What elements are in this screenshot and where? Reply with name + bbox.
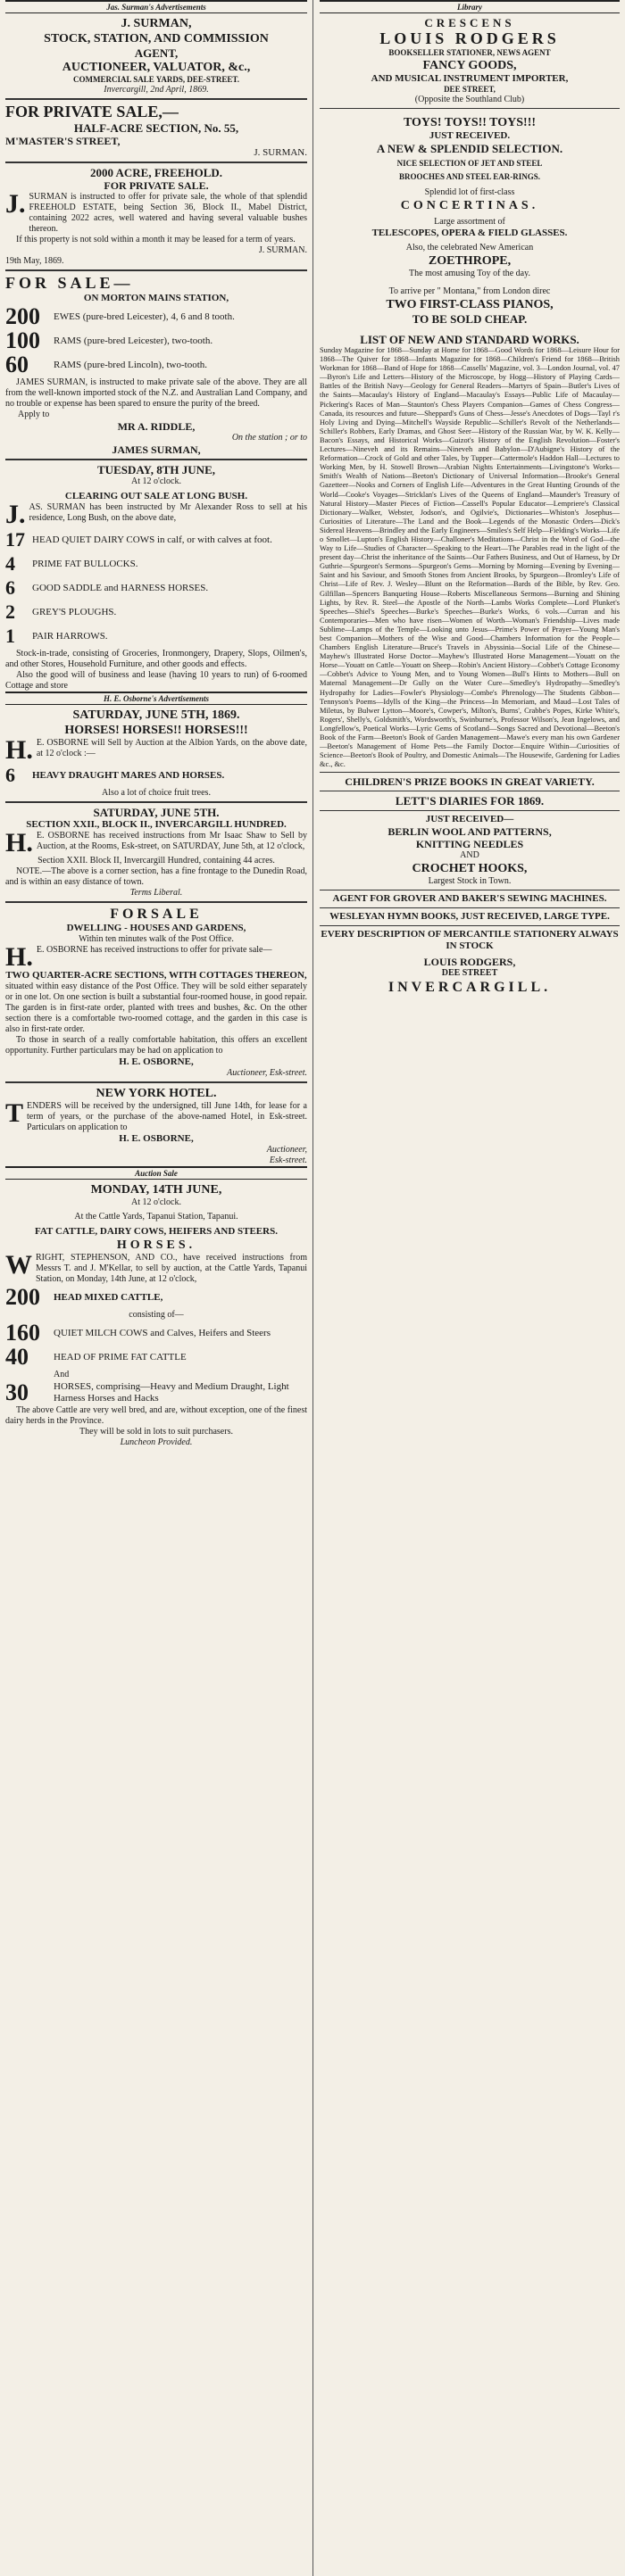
divider	[320, 772, 620, 773]
morton-station: On the station ; or to	[231, 433, 307, 443]
toys-heading: TOYS! TOYS!! TOYS!!!	[403, 116, 537, 129]
forsale-text: situated within easy distance of the Post Office. They will be sold either separately or in one lot. On one section is built a substantial four-roomed house, in good repair. The garden is in first-rate order, planted with trees and bushes, &c. On the other section there is a comfortable two-roomed cottage, and the garden in this case is also in first-rate order.	[5, 982, 307, 1034]
hotel-sign: H. E. OSBORNE,	[119, 1133, 194, 1144]
concertinas-line: CONCERTINAS.	[400, 199, 539, 212]
tuesday-item	[5, 552, 307, 576]
divider	[5, 162, 307, 163]
tuesday-item	[5, 625, 307, 648]
tuesday-item-text: GREY'S PLOUGHS.	[32, 606, 117, 617]
surman-line3: AUCTIONEER, VALUATOR, &c.,	[62, 61, 251, 74]
divider	[5, 1081, 307, 1083]
saturday-body: E. OSBORNE will Sell by Auction at the Albion Yards, on the above date, at 12 o'clock :—	[36, 738, 307, 758]
freehold-title: 2000 ACRE, FREEHOLD.	[89, 166, 223, 179]
hotel-body: ENDERS will be received by the undersigned, till June 14th, for lease for a term of years, or the purchase of the above-named Hotel, in Esk-street. Particulars on application to	[27, 1101, 307, 1132]
monday-item-count: 40	[5, 1344, 29, 1370]
amusing-line: The most amusing Toy of the day.	[409, 269, 530, 278]
monday-fat: FAT CATTLE, DAIRY COWS, HEIFERS AND STEERS.	[35, 1226, 278, 1237]
hotel-title: NEW YORK HOTEL.	[96, 1087, 217, 1100]
freehold-body: SURMAN is instructed to offer for private sale, the whole of that splendid FREEHOLD ESTATE, being Section 36, Block II., Mabel District, containing 2022 acres, well watered and having several valuable bushes thereon.	[29, 192, 307, 234]
morton-sign: JAMES SURMAN,	[112, 443, 201, 456]
section-line1: SECTION XXII., BLOCK II., INVERCARGILL HUNDRED.	[26, 819, 287, 830]
divider	[320, 925, 620, 926]
saturday-item-text: HEAVY DRAUGHT MARES AND HORSES.	[32, 769, 225, 781]
freehold-initial: J.	[5, 189, 26, 219]
tuesday-item-text: GOOD SADDLE and HARNESS HORSES.	[32, 582, 209, 593]
divider	[320, 108, 620, 109]
monday-item-count: 30	[5, 1379, 29, 1405]
tuesday-item-count: 4	[5, 552, 15, 575]
library-section-header: Library	[320, 0, 620, 13]
pianos-line: TWO FIRST-CLASS PIANOS,	[386, 298, 554, 311]
section-initial: H.	[5, 828, 33, 857]
right-column	[320, 0, 620, 2576]
saturday-also: Also a lot of choice fruit trees.	[102, 788, 211, 798]
rodgers-name: LOUIS RODGERS	[379, 29, 560, 47]
morton-item-text: RAMS (pure-bred Lincoln), two-tooth.	[54, 359, 207, 370]
knitting-heading: KNITTING NEEDLES	[415, 838, 524, 851]
tuesday-item-text: HEAD QUIET DAIRY COWS in calf, or with calves at foot.	[32, 534, 272, 545]
rodgers-dee: DEE STREET,	[444, 85, 496, 94]
selection-heading: A NEW & SPLENDID SELECTION.	[376, 142, 563, 155]
monday-note: The above Cattle are very well bred, and are, without exception, one of the finest dairy herds in the Province.	[5, 1405, 307, 1426]
tuesday-time: At 12 o'clock.	[131, 476, 181, 486]
section-body: E. OSBORNE has received instructions from Mr Isaac Shaw to Sell by Auction, at the Rooms, Esk-street, on SATURDAY, June 5th, at 12 o'clock,	[36, 831, 307, 851]
and-line: AND	[460, 850, 479, 861]
monday-head-row	[5, 1286, 307, 1309]
morton-item	[5, 329, 307, 352]
forsale-sign2: Auctioneer, Esk-street.	[227, 1068, 307, 1078]
hotel-initial: T	[5, 1098, 24, 1128]
divider	[320, 810, 620, 811]
surman-name: J. SURMAN,	[121, 17, 192, 30]
morton-item-count: 200	[5, 303, 40, 329]
monday-and: And	[54, 1370, 70, 1379]
section-terms: Terms Liberal.	[129, 888, 183, 898]
forsale-initial: H.	[5, 942, 33, 972]
freehold-date: 19th May, 1869.	[5, 256, 64, 266]
freehold-sub: FOR PRIVATE SALE.	[104, 179, 209, 192]
morton-body: JAMES SURMAN, is instructed to make private sale of the above. They are all from the well-known imported stock of the N.Z. and Australian Land Company, and no trouble or expense has been spared to ensure the purity of the breed.	[5, 377, 307, 409]
brooches-line: BROOCHES AND STEEL EAR-RINGS.	[398, 172, 541, 181]
arrive-line: To arrive per " Montana," from London direc	[388, 286, 551, 296]
monday-horses: HORSES.	[116, 1238, 196, 1252]
tuesday-ad	[5, 463, 307, 692]
divider	[5, 98, 307, 100]
tuesday-item-count: 6	[5, 576, 15, 599]
morton-item	[5, 353, 307, 377]
forsale-sub2: Within ten minutes walk of the Post Office.	[79, 934, 234, 944]
tuesday-item-count: 1	[5, 625, 15, 647]
tuesday-item	[5, 528, 307, 551]
monday-item-count: 160	[5, 1320, 40, 1346]
saturday-horses: HORSES! HORSES!! HORSES!!!	[64, 724, 248, 737]
also-line: Also, the celebrated New American	[405, 243, 534, 253]
auction-section-header: Auction Sale	[5, 1166, 307, 1180]
surman-line4: COMMERCIAL SALE YARDS, DEE-STREET.	[73, 75, 239, 84]
monday-consisting: consisting of—	[129, 1310, 184, 1320]
freehold-note: If this property is not sold within a month it may be leased for a term of years.	[16, 235, 296, 244]
section-note: NOTE.—The above is a corner section, has a fine frontage to the Dunedin Road, and is within an easy distance of town.	[5, 866, 307, 887]
book-list: Sunday Magazine for 1868—Sunday at Home for 1868—Good Words for 1868—Leisure Hour for 1868—The Quiver for 1868—Infants Magazine for 1868—Children's Friend for 1868—British Workman for 1868—Band of Hope for 1868—Cassells' Magazine, vol. 3—London Journal, vol. 47—Byron's Life and Letters—History of the Microscope, by Hogg—History of Playing Cards—Battles of the British Navy—Geology for General Readers—Martyrs of Spain—Butler's Lives of the Saints—Macaulay's History of England—Macaulay's Essays—Public Life of Macaulay—Pickering's Races of Man—Staunton's Chess Players Companion—Games of Chess Congress—Canada, its resources and future—Sheppard's Guns of Chess—Jesse's Anecdotes of Dogs—Tayl r's Holy Living and Dying—Mitchell's Wayside Republic—Schiller's Revolt of the Netherlands—Schiller's Robbers, Early Dramas, and Ghost Seer—History of the Russian War, by W. K. Kelly—Bacon's Essays, and Historical Works—Guizot's History of the English Revolution—Foster's Lectures—Nineveh and its Remains—Nineveh and Babylon—D'Aubigne's History of the Reformation—Crock of Gold and other Tales, by Tupper—Cattermole's Haddon Hall—Lectures to Working Men, by H. Stowell Brown—Arabian Nights Entertainments—Livingstone's Works—Smith's Wealth of Nations—Beeton's Dictionary of Universal Information—Brooke's General Gazetteer—Nooks and Corners of English Life—Adventures in the Great Hunting Grounds of the World—Cooke's Voyages—Stricklan's Lives of the Queens of England—Maunder's Treasury of Natural History—Master Pieces of Fiction—Cassell's Popular Educator—Lempriere's Classical Dictionary—Walker, Webster, Jodson's, and Ogilvie's, Dictionaries—Whiston's Josephus—Curiosities of Literature—The Land and the Book—Legends of the Monastic Orders—Dick's Sidereal Heavens—Brindley and the Early Engineers—Smiles's Self Help—Fielding's Works—Life o Smollet—Lupton's English History—Challoner's Meditations—Christ in the Word of God—the Way to Life—Studies of Character—Speaking to the Heart—The Parables read in the light of the present day—Christ the inheritance of the Saints—Our Fathers Business, and Out of Harness, by Dr Guthrie—Spurgeon's Sermons—Spurgeon's Gems—Morning by Morning—Evening by Evening—Saint and his Saviour, and Smooth Stones from Ancient Brooks, by Spurgeon—Bromley's Life of Christ—Life of Rev. J. Wesley—Blunt on the Reformation—Bards of the Bible, by Rev. Geo. Gilfillan—Spencers Banqueting House—Roberts Miscellaneous Sermons—Burning and Shining Lights, by Rev. R. Steel—the Apostle of the North—Lambs Works Complete—Lord Plunket's Speeches—Shiel's Speeches—Burke's Speeches—Burke's Works, 6 vols.—Curran and his Contemporaries—Men who have risen—Women of Worth—Woman's Friendship—Lives made Sublime—Lamps of the Temple—Looking unto Jesus—Prime's Power of Prayer—Young Man's best Companion—Mothers of the Wise and Good—Chambers Information for the People—Chambers English Literature—Bruce's Travels in Abyssinia—Social Life of the Chinese—Mayhew's Illustrated Horse Doctor—Mayhew's Illustrated Horse Management—Youatt on the Horse—Youatt on Cattle—Youatt on Sheep—Robin's Ancient History—Cobbet's Cottage Economy—Cobbet's Advice to Young Men, and to Young Women—Bull's Hints to Mothers—Bull on Maternal Management—Dr Gully on the Water Cure—Smedley's Hydropathy—Smedley's Hydropathy for Ladies—Fowler's Physiology—Combe's Phrenology—The Students Gibbon—Tennyson's Poems—Idylls of the King—the Princess—In Memoriam, and Maud—Lost Tales of Miletus, by Bulwer Lytton—Moore's, Cowper's, Milton's, Burns', Crabbe's Popes, Kirke White's, Rogers', Shelly's, Goldsmith's, Wordsworth's, Swinburne's, Professor Wilson's, Jean Ingelows, and Longfellow's, Poetical Works—Lyric Gems of Scotland—Songs Sacred and Devotional—Beeton's Book of the Farm—Beeton's Book of Garden Management—Mawe's every man his own Gardener—Beeton's Management of Home Pets—the Family Doctor—Enquire Within—Curiosities of Science—Beeton's Book of Poultry, and Domestic Animals—The Housewife, Gardening for Ladies &c., &c.	[320, 346, 620, 769]
large-line: Large assortment of	[434, 217, 505, 227]
tuesday-item-text: PAIR HARROWS.	[32, 630, 108, 642]
surman-date: Invercargill, 2nd April, 1869.	[104, 85, 209, 95]
private-sale-sign: J. SURMAN.	[254, 147, 307, 158]
rodgers-ad	[320, 16, 620, 996]
forsale-title: FORSALE	[110, 907, 203, 922]
tuesday-item	[5, 576, 307, 600]
monday-body: RIGHT, STEPHENSON, AND CO., have received instructions from Messrs T. and J. M'Kellar, to sell by auction, at the Cattle Yards, Tapanui Station, on Monday, 14th June, at 12 o'clock,	[36, 1253, 307, 1284]
wesleyan-heading: WESLEYAN HYMN BOOKS, JUST RECEIVED, LARGE TYPE.	[329, 911, 610, 923]
monday-item-text: HEAD OF PRIME FAT CATTLE	[54, 1351, 187, 1363]
private-sale-line2: M'MASTER'S STREET,	[5, 135, 121, 147]
jet-line: NICE SELECTION OF JET AND STEEL	[396, 159, 543, 168]
surman-ad	[5, 16, 307, 95]
monday-place: At the Cattle Yards, Tapanui Station, Tapanui.	[74, 1212, 238, 1222]
monday-head-text: HEAD MIXED CATTLE,	[54, 1291, 163, 1303]
forsale-text2: To those in search of a really comfortable habitation, this offers an excellent opportunity. Further particulars may be had on application to	[5, 1035, 307, 1056]
freehold-ad	[5, 166, 307, 267]
left-column	[5, 0, 307, 2576]
rodgers-sign: LOUIS RODGERS,	[423, 956, 516, 969]
received-heading: JUST RECEIVED.	[429, 130, 511, 141]
surman-section-header: Jas. Surman's Advertisements	[5, 0, 307, 13]
morton-item-count: 60	[5, 352, 29, 377]
divider	[5, 269, 307, 271]
cheap-line: TO BE SOLD CHEAP.	[412, 312, 528, 326]
hotel-sign2: Auctioneer,	[266, 1145, 307, 1155]
tuesday-stock: Stock-in-trade, consisting of Groceries, Ironmongery, Drapery, Slops, Oilmen's, and other Stores, Household Furniture, and other goods and effects.	[5, 649, 307, 669]
private-sale-title: FOR PRIVATE SALE,—	[5, 103, 179, 120]
osborne-section-header: H. E. Osborne's Advertisements	[5, 692, 307, 705]
divider	[5, 459, 307, 460]
tuesday-item-count: 17	[5, 528, 25, 551]
list-heading: LIST OF NEW AND STANDARD WORKS.	[360, 333, 579, 346]
forsale-heading: TWO QUARTER-ACRE SECTIONS, WITH COTTAGES THEREON,	[5, 970, 307, 981]
divider	[5, 901, 307, 903]
morton-apply: Apply to	[18, 410, 50, 419]
private-sale-line1: HALF-ACRE SECTION, No. 55,	[73, 121, 239, 135]
morton-sub: ON MORTON MAINS STATION,	[83, 293, 229, 303]
monday-title: MONDAY, 14TH JUNE,	[90, 1183, 222, 1197]
saturday-initial: H.	[5, 735, 33, 765]
crescens-title: CRESCENS	[424, 16, 515, 29]
prize-heading: CHILDREN'S PRIZE BOOKS IN GREAT VARIETY.	[345, 775, 595, 789]
tuesday-item-text: PRIME FAT BULLOCKS.	[32, 558, 138, 569]
tuesday-goodwill: Also the good will of business and lease (having 10 years to run) of 6-roomed Cottage and store	[5, 670, 307, 691]
divider	[320, 907, 620, 908]
section-title: SATURDAY, JUNE 5TH.	[93, 806, 220, 819]
rodgers-sign2: DEE STREET	[441, 968, 498, 979]
morton-item-count: 100	[5, 327, 40, 353]
berlin-heading: BERLIN WOOL AND PATTERNS,	[388, 825, 552, 839]
monday-head-count: 200	[5, 1284, 40, 1310]
saturday-horses-ad	[5, 708, 307, 799]
private-sale-ad	[5, 103, 307, 159]
morton-ad	[5, 274, 307, 456]
tuesday-item-count: 2	[5, 601, 15, 623]
rodgers-music: AND MUSICAL INSTRUMENT IMPORTER,	[371, 73, 569, 84]
morton-item-text: RAMS (pure-bred Leicester), two-tooth.	[54, 335, 213, 346]
received2-heading: JUST RECEIVED—	[425, 814, 514, 825]
monday-ad	[5, 1182, 307, 1448]
morton-riddle: MR A. RIDDLE,	[117, 420, 196, 433]
monday-item	[5, 1381, 307, 1404]
morton-item-text: EWES (pure-bred Leicester), 4, 6 and 8 tooth.	[54, 311, 235, 322]
invercargill-sign: INVERCARGILL.	[388, 980, 552, 996]
section-sub: Section XXII. Block II, Invercargill Hundred, containing 44 acres.	[38, 856, 275, 866]
tuesday-initial: J.	[5, 500, 26, 529]
tuesday-title: TUESDAY, 8TH JUNE,	[97, 463, 215, 476]
saturday-title: SATURDAY, JUNE 5TH, 1869.	[72, 708, 240, 722]
zoethrope-line: ZOETHROPE,	[428, 254, 512, 268]
splendid-line: Splendid lot of first-class	[424, 187, 515, 197]
rodgers-opposite: (Opposite the Southland Club)	[414, 95, 525, 104]
forsale-sub: DWELLING - HOUSES AND GARDENS,	[66, 923, 246, 933]
tuesday-item	[5, 601, 307, 624]
monday-luncheon: Luncheon Provided.	[120, 1437, 193, 1447]
monday-time: At 12 o'clock.	[131, 1197, 181, 1207]
freehold-sign: J. SURMAN.	[258, 245, 307, 255]
morton-item	[5, 305, 307, 328]
monday-item-text: QUIET MILCH COWS and Calves, Heifers and Steers	[54, 1327, 271, 1338]
monday-item	[5, 1346, 307, 1369]
forsale-body: E. OSBORNE has received instructions to offer for private sale—	[36, 945, 272, 955]
column-divider	[312, 0, 313, 2576]
monday-note2: They will be sold in lots to suit purchasers.	[79, 1427, 233, 1437]
stock-line: Largest Stock in Town.	[428, 876, 512, 887]
letts-heading: LETT'S DIARIES FOR 1869.	[395, 794, 545, 808]
agent-heading: AGENT FOR GROVER AND BAKER'S SEWING MACHINES.	[332, 893, 607, 905]
saturday-item	[5, 764, 307, 787]
hotel-ad	[5, 1086, 307, 1166]
crochet-heading: CROCHET HOOKS,	[412, 862, 528, 876]
morton-title: FOR SALE—	[5, 274, 134, 292]
tuesday-clearing: CLEARING OUT SALE AT LONG BUSH.	[64, 491, 248, 501]
surman-line2: AGENT,	[134, 46, 179, 60]
forsale-sign: H. E. OSBORNE,	[119, 1056, 194, 1067]
rodgers-fancy: FANCY GOODS,	[422, 59, 517, 72]
forsale-houses-ad	[5, 906, 307, 1079]
saturday-item-count: 6	[5, 764, 15, 786]
section-xxii-ad	[5, 806, 307, 899]
tuesday-body: AS. SURMAN has been instructed by Mr Alexander Ross to sell at his residence, Long Bush, on the above date,	[29, 502, 307, 523]
monday-initial: W	[5, 1250, 32, 1280]
rodgers-trade: BOOKSELLER STATIONER, NEWS AGENT	[388, 48, 551, 57]
hotel-sign3: Esk-street.	[269, 1155, 307, 1165]
telescopes-line: TELESCOPES, OPERA & FIELD GLASSES.	[371, 228, 568, 238]
monday-item-text: HORSES, comprising—Heavy and Medium Draught, Light Harness Horses and Hacks	[54, 1381, 289, 1404]
divider	[5, 801, 307, 803]
surman-line1: STOCK, STATION, AND COMMISSION	[44, 32, 269, 46]
every-heading: EVERY DESCRIPTION OF MERCANTILE STATIONERY ALWAYS IN STOCK	[321, 929, 619, 952]
monday-item	[5, 1321, 307, 1345]
